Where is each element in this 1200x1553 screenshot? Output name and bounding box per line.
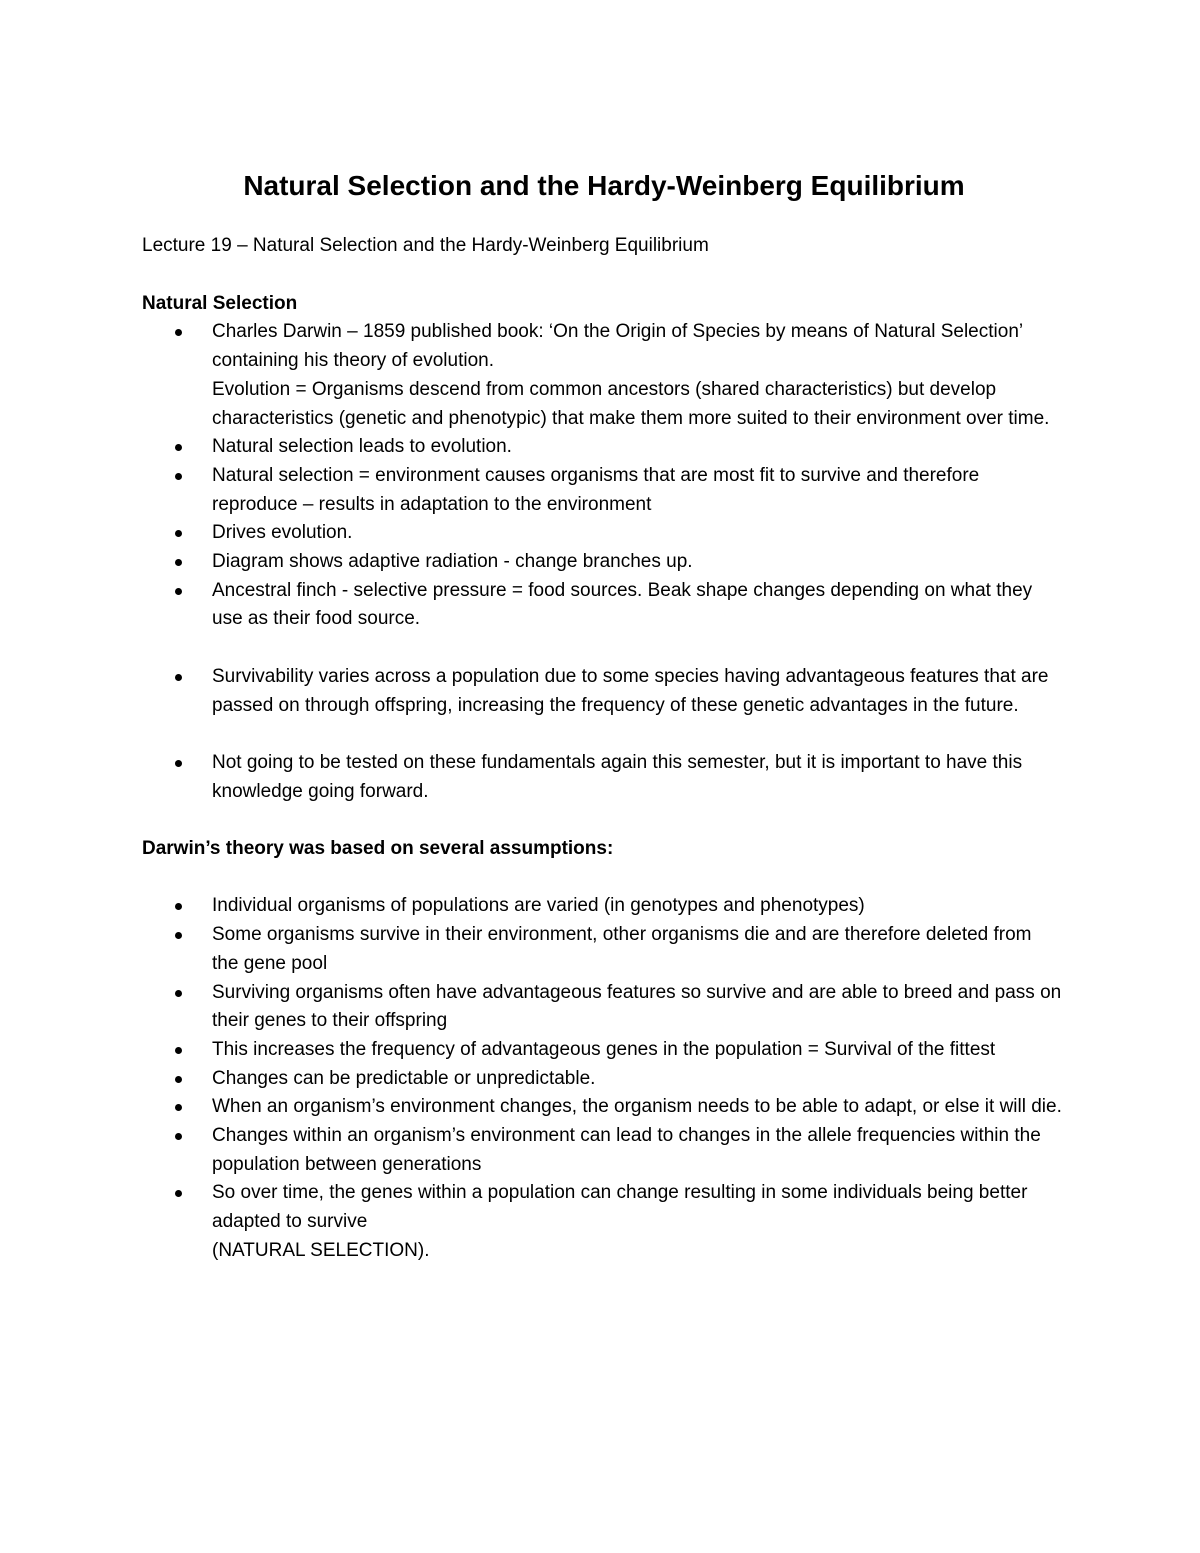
paragraph-spacer <box>142 864 1062 893</box>
list-item <box>142 1122 1062 1179</box>
document-page <box>142 164 1062 1266</box>
list-item <box>142 1179 1062 1265</box>
list-item-text: Survivability varies across a population due to some species having advantageous features that are passed on through offspring, increasing the frequency of these genetic advantages in the future. <box>212 665 1049 716</box>
list-item-text: Surviving organisms often have advantageous features so survive and are able to breed and pass on their genes to their offspring <box>212 981 1062 1032</box>
darwin-assumptions-list <box>142 892 1062 1265</box>
list-item-text: Diagram shows adaptive radiation - change branches up. <box>212 551 693 573</box>
list-item-text: Individual organisms of populations are varied (in genotypes and phenotypes) <box>212 895 865 917</box>
list-item <box>142 577 1062 634</box>
list-item <box>142 462 1062 519</box>
list-item-text: Not going to be tested on these fundamentals again this semester, but it is important to have this knowledge going forward. <box>212 751 1023 802</box>
list-item <box>142 1093 1062 1122</box>
section-heading-darwin-assumptions: Darwin’s theory was based on several assumptions: <box>142 838 614 860</box>
list-item-text: So over time, the genes within a population can change resulting in some individuals being better adapted to survive <box>212 1182 1028 1233</box>
list-item <box>142 979 1062 1036</box>
list-item <box>142 663 1062 720</box>
list-item <box>142 892 1062 921</box>
list-item <box>142 433 1062 462</box>
list-item <box>142 1036 1062 1065</box>
list-item-continuation: (NATURAL SELECTION). <box>212 1239 430 1261</box>
list-item-text: Ancestral finch - selective pressure = food sources. Beak shape changes depending on what they use as their food source. <box>212 579 1033 630</box>
list-item <box>142 519 1062 548</box>
list-item <box>142 749 1062 806</box>
list-item <box>142 1065 1062 1094</box>
list-item-text: Drives evolution. <box>212 522 353 544</box>
list-item <box>142 548 1062 577</box>
list-item-text: Natural selection = environment causes organisms that are most fit to survive and therefore reproduce – results in adaptation to the environment <box>212 464 980 515</box>
list-item-text: When an organism’s environment changes, the organism needs to be able to adapt, or else it will die. <box>212 1096 1062 1118</box>
list-item-text: Charles Darwin – 1859 published book: ‘On the Origin of Species by means of Natural Selection’ containing his theory of evolution. <box>212 321 1023 372</box>
natural-selection-list <box>142 318 1062 806</box>
list-item-text: Natural selection leads to evolution. <box>212 436 512 458</box>
list-item-text: Some organisms survive in their environment, other organisms die and are therefore deleted from the gene pool <box>212 924 1032 974</box>
document-title: Natural Selection and the Hardy-Weinberg Equilibrium <box>243 170 965 201</box>
list-item <box>142 318 1062 433</box>
list-item <box>142 921 1062 978</box>
lecture-subtitle: Lecture 19 – Natural Selection and the Hardy-Weinberg Equilibrium <box>142 235 709 256</box>
list-item-continuation: Evolution = Organisms descend from common ancestors (shared characteristics) but develop characteristics (genetic and phenotypic) that make them more suited to their environment over time. <box>212 378 1050 429</box>
list-item-text: This increases the frequency of advantageous genes in the population = Survival of the fittest <box>212 1038 996 1060</box>
paragraph-spacer <box>142 806 1062 835</box>
list-item-text: Changes within an organism’s environment can lead to changes in the allele frequencies within the population between generations <box>212 1125 1041 1175</box>
section-heading-natural-selection: Natural Selection <box>142 292 298 314</box>
list-item-text: Changes can be predictable or unpredictable. <box>212 1067 596 1089</box>
